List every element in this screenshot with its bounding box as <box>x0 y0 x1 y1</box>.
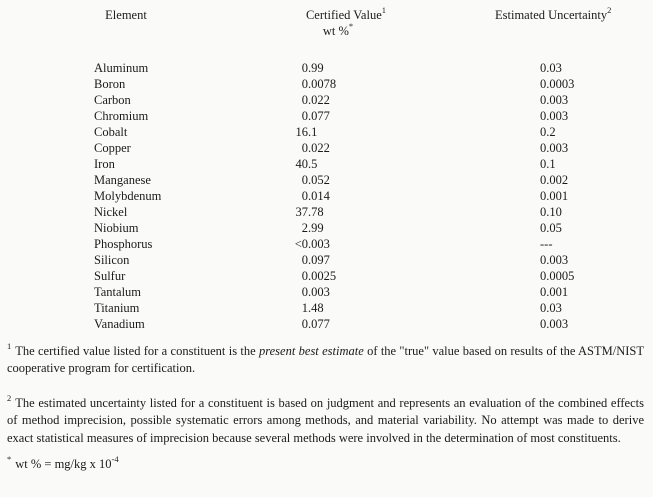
certified-value-fraction: .003 <box>308 237 330 251</box>
column-header-estimated-uncertainty-text: Estimated Uncertainty <box>495 8 608 22</box>
column-header-unit <box>272 20 404 39</box>
estimated-uncertainty-value: 0.2 <box>540 125 556 139</box>
certified-value-integer: 40 <box>295 157 308 171</box>
certified-value-integer: 0 <box>301 285 308 299</box>
certified-value-fraction: .014 <box>308 189 330 203</box>
element-name: Tantalum <box>94 285 142 299</box>
estimated-uncertainty-value: 0.003 <box>540 93 569 107</box>
estimated-uncertainty-value: 0.003 <box>540 253 569 267</box>
element-name: Sulfur <box>94 269 126 283</box>
footnote-2-marker: 2 <box>7 392 12 403</box>
table-row <box>0 92 653 108</box>
footnote-2-text: The estimated uncertainty listed for a constituent is based on judgment and represents an evaluation of the combined effects of method imprecision, possible systematic errors among methods, and material variability. No attempt was made to derive exact statistical measures of imprecision because several methods were involved in the determination of most constituents. <box>7 395 644 445</box>
estimated-uncertainty-value: 0.03 <box>540 61 562 75</box>
certified-value-integer: 2 <box>301 221 308 235</box>
element-name: Boron <box>94 77 126 91</box>
footnote-asterisk <box>7 453 644 473</box>
table-row <box>0 156 653 172</box>
certified-value-fraction: .052 <box>308 173 330 187</box>
certified-value-integer: 0 <box>301 269 308 283</box>
table-row <box>0 124 653 140</box>
certified-value-fraction: .1 <box>308 125 318 139</box>
estimated-uncertainty-value: 0.003 <box>540 109 569 123</box>
certified-value-fraction: .99 <box>308 61 324 75</box>
table-row <box>0 252 653 268</box>
footnote-1-text-post: of the "true" value based on results of the ASTM/NIST cooperative program for certification. <box>7 344 644 376</box>
element-name: Nickel <box>94 205 128 219</box>
table-row <box>0 300 653 316</box>
footnote-asterisk-text: wt % = mg/kg x 10 <box>15 457 112 472</box>
column-header-certified-value <box>278 4 414 23</box>
estimated-uncertainty-value: 0.003 <box>540 317 569 331</box>
certified-value-integer: 0 <box>301 141 308 155</box>
footnote-asterisk-marker: * <box>7 453 12 464</box>
footnote-2 <box>7 392 644 447</box>
table-header <box>0 0 653 52</box>
table-row <box>0 204 653 220</box>
footnote-ref-2: 2 <box>607 4 612 15</box>
table-row <box>0 236 653 252</box>
footnote-ref-asterisk: * <box>348 20 354 31</box>
column-header-estimated-uncertainty <box>495 4 612 23</box>
table-row <box>0 188 653 204</box>
certified-value-fraction: .0025 <box>308 269 337 283</box>
estimated-uncertainty-value: --- <box>540 237 553 251</box>
certified-value-integer: 0 <box>301 189 308 203</box>
table-row <box>0 76 653 92</box>
estimated-uncertainty-value: 0.10 <box>540 205 562 219</box>
certified-value-integer: 1 <box>301 301 308 315</box>
estimated-uncertainty-value: 0.03 <box>540 301 562 315</box>
estimated-uncertainty-value: 0.0005 <box>540 269 575 283</box>
footnotes-section <box>0 340 653 473</box>
table-row <box>0 268 653 284</box>
certified-value-fraction: .99 <box>308 221 324 235</box>
element-name: Carbon <box>94 93 131 107</box>
certified-value-fraction: .003 <box>308 285 330 299</box>
estimated-uncertainty-value: 0.05 <box>540 221 562 235</box>
estimated-uncertainty-value: 0.001 <box>540 189 569 203</box>
column-header-unit-text: wt % <box>322 24 349 38</box>
estimated-uncertainty-value: 0.1 <box>540 157 556 171</box>
element-name: Molybdenum <box>94 189 162 203</box>
certified-value-integer: 37 <box>295 205 308 219</box>
estimated-uncertainty-value: 0.003 <box>540 141 569 155</box>
table-row <box>0 172 653 188</box>
certified-value-fraction: .48 <box>308 301 324 315</box>
table-row <box>0 220 653 236</box>
footnote-asterisk-exponent: -4 <box>111 453 119 464</box>
element-name: Cobalt <box>94 125 128 139</box>
certified-value-fraction: .5 <box>308 157 318 171</box>
certified-value-integer: 0 <box>301 253 308 267</box>
estimated-uncertainty-value: 0.002 <box>540 173 569 187</box>
estimated-uncertainty-value: 0.0003 <box>540 77 575 91</box>
footnote-1 <box>7 340 644 378</box>
certified-value-integer: 0 <box>301 173 308 187</box>
certified-value-integer: 16 <box>295 125 308 139</box>
element-name: Phosphorus <box>94 237 153 251</box>
certified-value-integer: 0 <box>301 77 308 91</box>
certified-value-fraction: .097 <box>308 253 330 267</box>
element-name: Iron <box>94 157 115 171</box>
table-row <box>0 140 653 156</box>
certified-value-fraction: .022 <box>308 93 330 107</box>
column-header-element: Element <box>105 8 147 22</box>
element-name: Chromium <box>94 109 149 123</box>
column-header-certified-value-text: Certified Value <box>305 8 382 22</box>
certified-value-fraction: .78 <box>308 205 324 219</box>
footnote-1-text-pre: The certified value listed for a constituent is the <box>15 344 259 358</box>
footnote-1-text-italic: present best estimate <box>258 344 364 358</box>
certified-value-integer: 0 <box>301 93 308 107</box>
certified-value-integer: 0 <box>301 109 308 123</box>
estimated-uncertainty-value: 0.001 <box>540 285 569 299</box>
certified-value-integer: 0 <box>301 61 308 75</box>
certified-value-integer: <0 <box>294 237 308 251</box>
certified-value-integer: 0 <box>301 317 308 331</box>
table-row <box>0 316 653 332</box>
certified-value-fraction: .0078 <box>308 77 337 91</box>
element-name: Manganese <box>94 173 151 187</box>
table-row <box>0 108 653 124</box>
table-row <box>0 60 653 76</box>
certified-value-fraction: .077 <box>308 109 330 123</box>
element-name: Vanadium <box>94 317 145 331</box>
element-name: Niobium <box>94 221 139 235</box>
footnote-ref-1: 1 <box>381 4 387 15</box>
element-name: Aluminum <box>94 61 149 75</box>
element-name: Silicon <box>94 253 130 267</box>
table-body <box>0 52 653 332</box>
footnote-1-marker: 1 <box>7 340 12 351</box>
certified-value-fraction: .077 <box>308 317 330 331</box>
element-name: Copper <box>94 141 131 155</box>
table-row <box>0 284 653 300</box>
certified-value-fraction: .022 <box>308 141 330 155</box>
element-name: Titanium <box>94 301 140 315</box>
